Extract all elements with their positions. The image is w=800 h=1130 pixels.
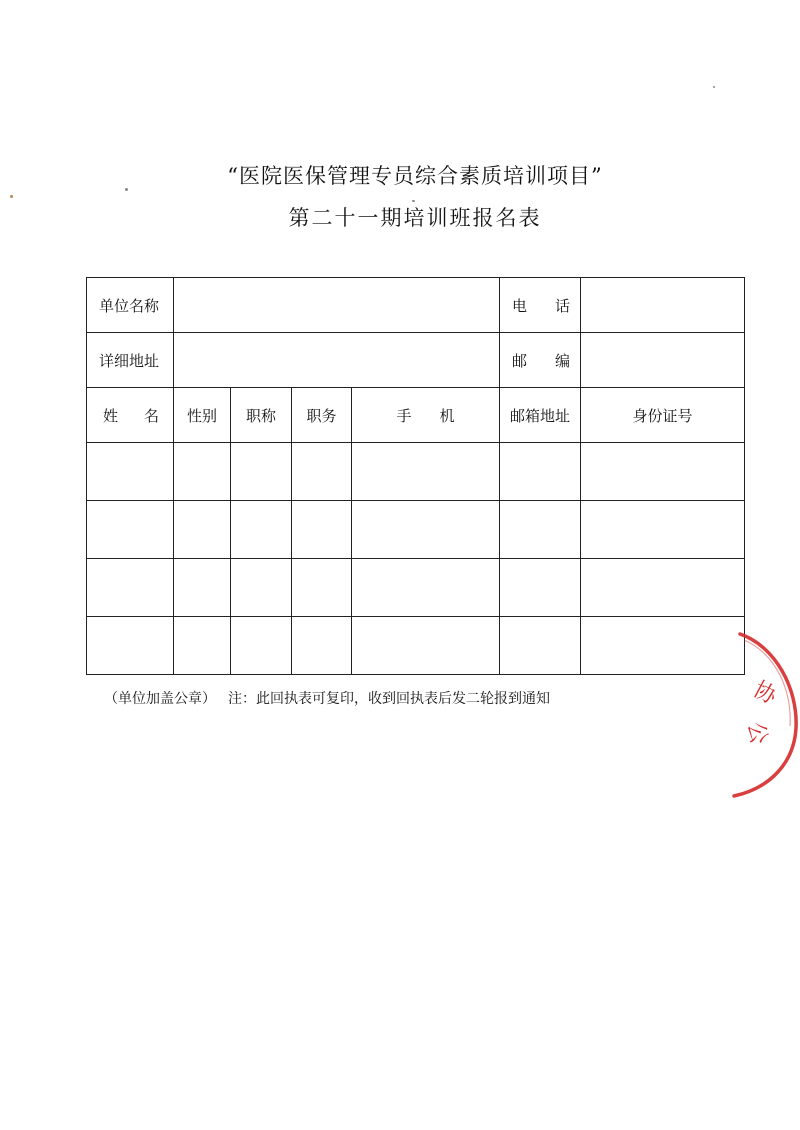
gender-cell[interactable] <box>174 559 231 617</box>
registration-form-table <box>86 277 745 675</box>
id-number-cell[interactable] <box>581 501 745 559</box>
stamp-note: （单位加盖公章） <box>104 691 216 707</box>
col-header-gender: 性别 <box>174 388 231 443</box>
table-row <box>87 617 745 675</box>
email-cell[interactable] <box>500 559 581 617</box>
seal-glyph-right: 公 <box>742 720 771 747</box>
title-cell[interactable] <box>231 501 292 559</box>
title-cell[interactable] <box>231 559 292 617</box>
address-field[interactable] <box>174 333 500 388</box>
name-cell[interactable] <box>87 501 174 559</box>
table-row <box>87 559 745 617</box>
unit-name-field[interactable] <box>174 278 500 333</box>
title-cell[interactable] <box>231 443 292 501</box>
postcode-field[interactable] <box>581 333 745 388</box>
official-seal <box>700 628 800 798</box>
postcode-label: 邮 编 <box>500 333 581 388</box>
email-cell[interactable] <box>500 443 581 501</box>
name-cell[interactable] <box>87 443 174 501</box>
position-cell[interactable] <box>292 501 352 559</box>
copy-note: 注：此回执表可复印，收到回执表后发二轮报到通知 <box>228 691 550 707</box>
gender-cell[interactable] <box>174 501 231 559</box>
address-row <box>87 333 745 388</box>
id-number-cell[interactable] <box>581 443 745 501</box>
phone-label: 电 话 <box>500 278 581 333</box>
col-header-mobile: 手 机 <box>352 388 500 443</box>
footnote <box>104 688 550 708</box>
address-label: 详细地址 <box>87 333 174 388</box>
id-number-cell[interactable] <box>581 559 745 617</box>
document-subtitle: 第二十一期培训班报名表 <box>288 206 542 230</box>
email-cell[interactable] <box>500 501 581 559</box>
table-row <box>87 501 745 559</box>
col-header-id-number: 身份证号 <box>581 388 745 443</box>
email-cell[interactable] <box>500 617 581 675</box>
position-cell[interactable] <box>292 443 352 501</box>
name-cell[interactable] <box>87 617 174 675</box>
unit-name-label: 单位名称 <box>87 278 174 333</box>
title-cell[interactable] <box>231 617 292 675</box>
position-cell[interactable] <box>292 617 352 675</box>
col-header-name: 姓 名 <box>87 388 174 443</box>
name-cell[interactable] <box>87 559 174 617</box>
mobile-cell[interactable] <box>352 559 500 617</box>
col-header-title: 职称 <box>231 388 292 443</box>
mobile-cell[interactable] <box>352 443 500 501</box>
position-cell[interactable] <box>292 559 352 617</box>
mobile-cell[interactable] <box>352 501 500 559</box>
gender-cell[interactable] <box>174 443 231 501</box>
header-row <box>87 388 745 443</box>
col-header-email: 邮箱地址 <box>500 388 581 443</box>
seal-glyph-left: 协 <box>749 677 781 710</box>
gender-cell[interactable] <box>174 617 231 675</box>
unit-row <box>87 278 745 333</box>
mobile-cell[interactable] <box>352 617 500 675</box>
phone-field[interactable] <box>581 278 745 333</box>
table-row <box>87 443 745 501</box>
col-header-position: 职务 <box>292 388 352 443</box>
document-title: “医院医保管理专员综合素质培训项目” <box>227 164 603 188</box>
